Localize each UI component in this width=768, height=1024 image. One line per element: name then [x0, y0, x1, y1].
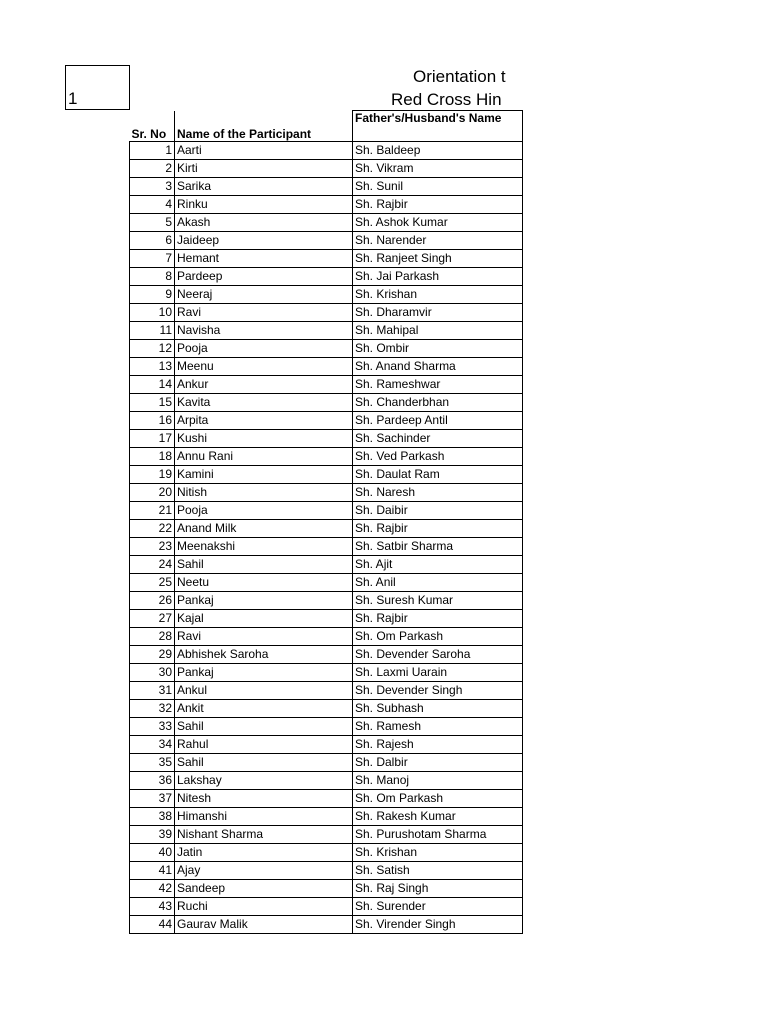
sr-no-cell: 4: [130, 196, 175, 214]
father-name-cell: Sh. Ved Parkash: [353, 448, 523, 466]
participant-name-cell: Meenakshi: [175, 538, 353, 556]
participant-name-cell: Lakshay: [175, 772, 353, 790]
sr-no-cell: 3: [130, 178, 175, 196]
father-name-cell: Sh. Ranjeet Singh: [353, 250, 523, 268]
table-row: [130, 376, 523, 394]
participant-name-cell: Anand Milk: [175, 520, 353, 538]
sr-no-cell: 2: [130, 160, 175, 178]
table-row: [130, 178, 523, 196]
participant-name-cell: Sarika: [175, 178, 353, 196]
father-name-cell: Sh. Rakesh Kumar: [353, 808, 523, 826]
father-name-cell: Sh. Surender: [353, 898, 523, 916]
participant-name-cell: Gaurav Malik: [175, 916, 353, 934]
table-row: [130, 304, 523, 322]
father-name-cell: Sh. Ramesh: [353, 718, 523, 736]
father-name-cell: Sh. Virender Singh: [353, 916, 523, 934]
sr-no-cell: 29: [130, 646, 175, 664]
table-row: [130, 232, 523, 250]
participant-name-cell: Ruchi: [175, 898, 353, 916]
sr-no-cell: 14: [130, 376, 175, 394]
father-name-cell: Sh. Anil: [353, 574, 523, 592]
father-name-cell: Sh. Purushotam Sharma: [353, 826, 523, 844]
sr-no-cell: 43: [130, 898, 175, 916]
sr-no-cell: 10: [130, 304, 175, 322]
participant-name-cell: Jatin: [175, 844, 353, 862]
table-row: [130, 880, 523, 898]
sr-no-cell: 1: [130, 142, 175, 160]
table-row: [130, 250, 523, 268]
participant-name-cell: Ankur: [175, 376, 353, 394]
participant-name-cell: Kamini: [175, 466, 353, 484]
sr-no-cell: 30: [130, 664, 175, 682]
participant-name-cell: Neetu: [175, 574, 353, 592]
sr-no-cell: 23: [130, 538, 175, 556]
father-name-cell: Sh. Devender Singh: [353, 682, 523, 700]
sr-no-cell: 39: [130, 826, 175, 844]
participant-name-cell: Neeraj: [175, 286, 353, 304]
header-participant-name: Name of the Participant: [175, 111, 353, 142]
father-name-cell: Sh. Rajesh: [353, 736, 523, 754]
participant-name-cell: Rahul: [175, 736, 353, 754]
table-row: [130, 736, 523, 754]
father-name-cell: Sh. Sachinder: [353, 430, 523, 448]
participant-name-cell: Aarti: [175, 142, 353, 160]
sr-no-cell: 28: [130, 628, 175, 646]
father-name-cell: Sh. Om Parkash: [353, 790, 523, 808]
table-row: [130, 322, 523, 340]
document-title-line-2: Red Cross Hin: [391, 90, 502, 109]
father-name-cell: Sh. Narender: [353, 232, 523, 250]
table-row: [130, 862, 523, 880]
table-row: [130, 430, 523, 448]
father-name-cell: Sh. Dharamvir: [353, 304, 523, 322]
table-row: [130, 790, 523, 808]
sr-no-cell: 7: [130, 250, 175, 268]
table-row: [130, 394, 523, 412]
table-row: [130, 214, 523, 232]
father-name-cell: Sh. Daulat Ram: [353, 466, 523, 484]
sr-no-cell: 21: [130, 502, 175, 520]
participant-name-cell: Pankaj: [175, 592, 353, 610]
sr-no-cell: 33: [130, 718, 175, 736]
participant-name-cell: Jaideep: [175, 232, 353, 250]
sr-no-cell: 5: [130, 214, 175, 232]
participant-name-cell: Kajal: [175, 610, 353, 628]
table-row: [130, 718, 523, 736]
sr-no-cell: 18: [130, 448, 175, 466]
participant-name-cell: Ravi: [175, 304, 353, 322]
sr-no-cell: 34: [130, 736, 175, 754]
sr-no-cell: 16: [130, 412, 175, 430]
father-name-cell: Sh. Manoj: [353, 772, 523, 790]
header-sr-no: Sr. No: [130, 111, 175, 142]
father-name-cell: Sh. Om Parkash: [353, 628, 523, 646]
table-row: [130, 916, 523, 934]
participant-name-cell: Sahil: [175, 718, 353, 736]
sr-no-cell: 11: [130, 322, 175, 340]
participants-table: [129, 110, 523, 934]
table-row: [130, 196, 523, 214]
table-row: [130, 844, 523, 862]
father-name-cell: Sh. Daibir: [353, 502, 523, 520]
father-name-cell: Sh. Krishan: [353, 286, 523, 304]
sr-no-cell: 25: [130, 574, 175, 592]
participant-name-cell: Arpita: [175, 412, 353, 430]
sr-no-cell: 8: [130, 268, 175, 286]
father-name-cell: Sh. Pardeep Antil: [353, 412, 523, 430]
sr-no-cell: 6: [130, 232, 175, 250]
table-row: [130, 646, 523, 664]
father-name-cell: Sh. Baldeep: [353, 142, 523, 160]
table-row: [130, 772, 523, 790]
father-name-cell: Sh. Ajit: [353, 556, 523, 574]
participant-name-cell: Nishant Sharma: [175, 826, 353, 844]
participant-name-cell: Ankul: [175, 682, 353, 700]
sr-no-cell: 17: [130, 430, 175, 448]
father-name-cell: Sh. Vikram: [353, 160, 523, 178]
participant-name-cell: Kavita: [175, 394, 353, 412]
participant-name-cell: Kirti: [175, 160, 353, 178]
father-name-cell: Sh. Rameshwar: [353, 376, 523, 394]
father-name-cell: Sh. Rajbir: [353, 610, 523, 628]
sr-no-cell: 24: [130, 556, 175, 574]
table-body: [130, 142, 523, 934]
sr-no-cell: 44: [130, 916, 175, 934]
father-name-cell: Sh. Rajbir: [353, 520, 523, 538]
father-name-cell: Sh. Krishan: [353, 844, 523, 862]
participant-name-cell: Pooja: [175, 502, 353, 520]
sr-no-cell: 37: [130, 790, 175, 808]
table-row: [130, 520, 523, 538]
father-name-cell: Sh. Sunil: [353, 178, 523, 196]
participant-name-cell: Sandeep: [175, 880, 353, 898]
table-row: [130, 826, 523, 844]
father-name-cell: Sh. Devender Saroha: [353, 646, 523, 664]
sr-no-cell: 13: [130, 358, 175, 376]
sr-no-cell: 12: [130, 340, 175, 358]
participant-name-cell: Ajay: [175, 862, 353, 880]
participant-name-cell: Meenu: [175, 358, 353, 376]
sr-no-cell: 40: [130, 844, 175, 862]
father-name-cell: Sh. Naresh: [353, 484, 523, 502]
table-row: [130, 286, 523, 304]
father-name-cell: Sh. Satish: [353, 862, 523, 880]
father-name-cell: Sh. Dalbir: [353, 754, 523, 772]
participant-name-cell: Pankaj: [175, 664, 353, 682]
table-row: [130, 502, 523, 520]
father-name-cell: Sh. Satbir Sharma: [353, 538, 523, 556]
table-row: [130, 358, 523, 376]
participant-name-cell: Himanshi: [175, 808, 353, 826]
table-row: [130, 484, 523, 502]
sr-no-cell: 31: [130, 682, 175, 700]
participant-name-cell: Ankit: [175, 700, 353, 718]
participant-name-cell: Ravi: [175, 628, 353, 646]
sr-no-cell: 36: [130, 772, 175, 790]
table-row: [130, 574, 523, 592]
father-name-cell: Sh. Suresh Kumar: [353, 592, 523, 610]
father-name-cell: Sh. Anand Sharma: [353, 358, 523, 376]
sr-no-cell: 41: [130, 862, 175, 880]
participant-name-cell: Sahil: [175, 556, 353, 574]
table-row: [130, 898, 523, 916]
participant-name-cell: Nitesh: [175, 790, 353, 808]
participant-name-cell: Pooja: [175, 340, 353, 358]
father-name-cell: Sh. Mahipal: [353, 322, 523, 340]
table-row: [130, 754, 523, 772]
table-row: [130, 160, 523, 178]
table-row: [130, 412, 523, 430]
table-row: [130, 142, 523, 160]
table-row: [130, 538, 523, 556]
participant-name-cell: Hemant: [175, 250, 353, 268]
table-row: [130, 556, 523, 574]
sr-no-cell: 9: [130, 286, 175, 304]
participant-name-cell: Kushi: [175, 430, 353, 448]
father-name-cell: Sh. Ashok Kumar: [353, 214, 523, 232]
header-father-husband-name: Father's/Husband's Name: [353, 111, 523, 142]
table-row: [130, 808, 523, 826]
participant-name-cell: Rinku: [175, 196, 353, 214]
father-name-cell: Sh. Jai Parkash: [353, 268, 523, 286]
father-name-cell: Sh. Chanderbhan: [353, 394, 523, 412]
sr-no-cell: 32: [130, 700, 175, 718]
table-row: [130, 268, 523, 286]
table-row: [130, 610, 523, 628]
sr-no-cell: 27: [130, 610, 175, 628]
table-row: [130, 466, 523, 484]
sr-no-cell: 15: [130, 394, 175, 412]
father-name-cell: Sh. Rajbir: [353, 196, 523, 214]
sr-no-cell: 22: [130, 520, 175, 538]
father-name-cell: Sh. Subhash: [353, 700, 523, 718]
participant-name-cell: Akash: [175, 214, 353, 232]
sr-no-cell: 42: [130, 880, 175, 898]
participant-name-cell: Nitish: [175, 484, 353, 502]
sr-no-cell: 19: [130, 466, 175, 484]
table-row: [130, 700, 523, 718]
father-name-cell: Sh. Ombir: [353, 340, 523, 358]
participant-name-cell: Sahil: [175, 754, 353, 772]
participant-name-cell: Annu Rani: [175, 448, 353, 466]
father-name-cell: Sh. Laxmi Uarain: [353, 664, 523, 682]
participant-name-cell: Pardeep: [175, 268, 353, 286]
participant-name-cell: Abhishek Saroha: [175, 646, 353, 664]
table-row: [130, 628, 523, 646]
table-row: [130, 664, 523, 682]
table-row: [130, 592, 523, 610]
father-name-cell: Sh. Raj Singh: [353, 880, 523, 898]
document-title-line-1: Orientation t: [413, 67, 506, 86]
sheet-number-box: [65, 65, 130, 110]
table-header-row: [130, 111, 523, 142]
table-row: [130, 340, 523, 358]
table-row: [130, 682, 523, 700]
table-row: [130, 448, 523, 466]
sr-no-cell: 38: [130, 808, 175, 826]
participant-name-cell: Navisha: [175, 322, 353, 340]
sr-no-cell: 35: [130, 754, 175, 772]
sr-no-cell: 20: [130, 484, 175, 502]
sheet-number: 1: [68, 89, 78, 108]
sr-no-cell: 26: [130, 592, 175, 610]
